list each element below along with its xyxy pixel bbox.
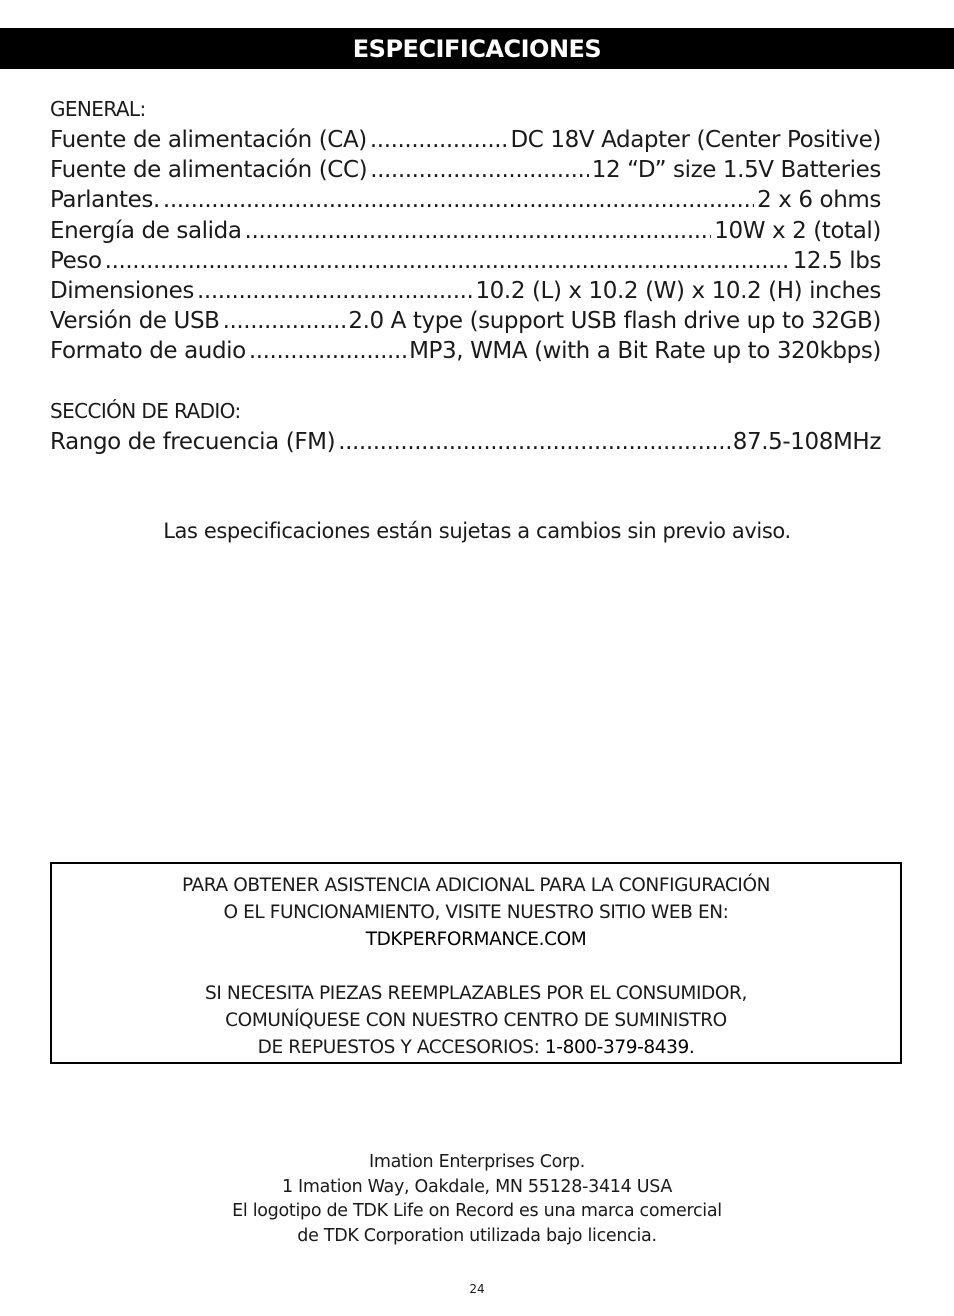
spec-row-fm-range <box>50 429 881 459</box>
spec-value: 12.5 lbs <box>792 248 881 274</box>
spec-value: 12 “D” size 1.5V Batteries <box>591 157 881 183</box>
spec-row-power-dc <box>50 157 881 187</box>
specs-change-notice: Las especificaciones están sujetas a cambios sin previo aviso. <box>163 519 791 543</box>
page-number: 24 <box>469 1282 485 1296</box>
spec-row-speakers <box>50 187 881 217</box>
spec-label: Fuente de alimentación (CA) <box>50 127 367 153</box>
leader-dots <box>163 187 754 213</box>
radio-heading: SECCIÓN DE RADIO: <box>50 399 241 423</box>
spec-row-audio-format <box>50 338 881 368</box>
spec-row-power-ac <box>50 127 881 157</box>
leader-dots <box>370 127 508 153</box>
spacer <box>52 953 900 980</box>
spec-row-output-power <box>50 218 881 248</box>
general-heading: GENERAL: <box>50 97 146 121</box>
spec-label: Versión de USB <box>50 308 220 334</box>
spec-value: 87.5-108MHz <box>732 429 881 455</box>
spec-value: 10.2 (L) x 10.2 (W) x 10.2 (H) inches <box>475 278 881 304</box>
support-website: TDKPERFORMANCE.COM <box>365 929 587 950</box>
support-line: COMUNÍQUESE CON NUESTRO CENTRO DE SUMINISTRO <box>225 1010 727 1031</box>
spec-value: 2.0 A type (support USB flash drive up to 32GB) <box>348 308 881 334</box>
support-line: O EL FUNCIONAMIENTO, VISITE NUESTRO SITIO WEB EN: <box>223 902 729 923</box>
spec-value: 10W x 2 (total) <box>714 218 881 244</box>
company-address: 1 Imation Way, Oakdale, MN 55128-3414 USA <box>281 1176 673 1197</box>
page-title: ESPECIFICACIONES <box>352 34 602 63</box>
page-title-bar <box>0 28 954 69</box>
spec-label: Dimensiones <box>50 278 194 304</box>
support-line: PARA OBTENER ASISTENCIA ADICIONAL PARA LA CONFIGURACIÓN <box>181 875 771 896</box>
spec-label: Peso <box>50 248 102 274</box>
company-footer <box>0 1150 954 1248</box>
leader-dots <box>105 248 790 274</box>
spec-row-weight <box>50 248 881 278</box>
spec-label: Parlantes. <box>50 187 160 213</box>
spec-label: Rango de frecuencia (FM) <box>50 429 336 455</box>
support-line: SI NECESITA PIEZAS REEMPLAZABLES POR EL CONSUMIDOR, <box>205 983 747 1004</box>
leader-dots <box>249 338 406 364</box>
spec-label: Fuente de alimentación (CC) <box>50 157 368 183</box>
spec-value: DC 18V Adapter (Center Positive) <box>510 127 881 153</box>
leader-dots <box>370 157 589 183</box>
support-info-box <box>50 862 902 1064</box>
spec-value: MP3, WMA (with a Bit Rate up to 320kbps) <box>409 338 881 364</box>
support-line: DE REPUESTOS Y ACCESORIOS: <box>257 1037 540 1058</box>
company-name: Imation Enterprises Corp. <box>368 1152 585 1172</box>
spec-label: Energía de salida <box>50 218 242 244</box>
trademark-line: El logotipo de TDK Life on Record es una marca comercial <box>232 1201 722 1221</box>
spec-row-dimensions <box>50 278 881 308</box>
spec-row-usb-version <box>50 308 881 338</box>
leader-dots <box>197 278 472 304</box>
leader-dots <box>245 218 712 244</box>
spec-value: 2 x 6 ohms <box>757 187 881 213</box>
spec-label: Formato de audio <box>50 338 246 364</box>
trademark-line: de TDK Corporation utilizada bajo licencia. <box>297 1225 657 1246</box>
support-line-phone <box>52 1034 900 1061</box>
leader-dots <box>338 429 730 455</box>
support-phone: 1-800-379-8439. <box>544 1037 695 1058</box>
leader-dots <box>223 308 346 334</box>
